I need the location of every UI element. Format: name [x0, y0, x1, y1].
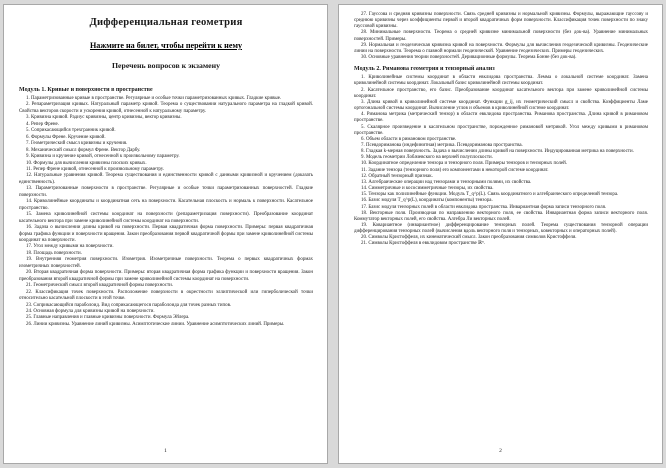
question-item: 11. Репер Френе кривой, отнесенной к произвольному параметру.: [26, 166, 164, 172]
question-item: 1. Параметризованные кривые в пространстве. Регулярные и особые точки параметризованных кривых. Гладкие кривые.: [26, 96, 282, 101]
question-item: 14. Симметричные и кососимметричные тензоры, их свойства.: [361, 186, 494, 192]
question-item: 4. Риманова метрика (метрический тензор) в области евклидова пространства. Риманова пространства. Длина кривой в римановом пространстве.: [354, 112, 648, 124]
question-item: 21. Геометрический смысл второй квадратичной формы поверхности.: [26, 283, 174, 289]
question-item: 13. Параметризованные поверхности в пространстве. Регулярные и особые точки параметризованных поверхностей. Гладкие поверхности.: [19, 186, 313, 198]
question-item: 20. Вторая квадратичная форма поверхности. Примеры: вторая квадратичная форма графика функции и поверхности вращения. Закон преобразования второй квадратичной формы при замене криволинейной системы координат на поверхности.: [19, 270, 313, 282]
question-item: 12. Обратный тензорный признак.: [361, 173, 433, 179]
page-number: 1: [164, 448, 167, 454]
question-item: 27. Гауссова и средняя кривизны поверхности. Связь средней кривизны и нормальной кривизны. Формулы, выражающие гауссову и среднюю кривизны через коэффициенты первой и второй квадратичных форм поверхности. Классификация точек поверхности по знаку гауссовой кривизны.: [354, 12, 648, 30]
page-number: 2: [499, 448, 502, 454]
question-item: 25. Главные направления и главные кривизны поверхности. Формула Эйлера.: [26, 315, 190, 321]
question-item: 10. Координатное определение тензора и тензорного поля. Примеры тензоров и тензорных полей.: [361, 161, 568, 167]
question-item: 23. Соприкасающийся параболоид. Вид соприкасающегося параболоида для точек разных типов.: [26, 302, 232, 308]
question-item: 24. Основная формула для кривизны кривой на поверхности.: [26, 308, 155, 314]
question-item: 14. Криволинейные координаты и координатная сеть на поверхности. Касательная плоскость и нормаль к поверхности. Касательное пространство.: [19, 199, 313, 211]
document-page-2: [338, 4, 663, 464]
question-item: 2. Репараметризация кривых. Натуральный параметр кривой. Теорема о существовании натурального параметра на гладкой кривой. Свойства векторов скорости и ускорения кривой, отнесенной к натуральному параметру.: [19, 102, 313, 114]
question-item: 17. Базис модуля тензорных полей в области евклидова пространства. Инвариантная форма записи тензорного поля.: [361, 204, 607, 210]
question-item: 8. Гладкая k-мерная поверхность. Задача о вычислении длины кривой на поверхности. Индуцированная метрика на поверхности.: [361, 149, 634, 155]
question-item: 17. Угол между кривыми на поверхности.: [26, 244, 114, 250]
question-item: 21. Символы Кристоффеля в евклидовом пространстве ℝⁿ.: [361, 241, 485, 247]
question-item: 20. Символы Кристоффеля, их кинематический смысл. Закон преобразования символов Кристоффеля.: [361, 235, 577, 241]
question-item: 3. Длина кривой в криволинейной системе координат. Функции g_ij, их геометрический смысл и свойства. Коэффициенты Ламе ортогональной системы координат. Вычисление углов и объемов в криволинейной системе координат.: [354, 99, 648, 112]
module-2-heading: Модуль 2. Риманова геометрия и тензорный анализ: [354, 66, 495, 73]
question-item: 2. Касательное пространство, его базис. Преобразование координат касательного вектора при замене криволинейной системы координат.: [354, 87, 648, 99]
question-item: 7. Геометрический смысл кривизны и кручения.: [26, 141, 128, 147]
question-item: 1. Криволинейные системы координат в области евклидова пространства. Лемма о локальной системе координат. Замена криволинейной системы координат. Локальный базис криволинейной системы координат.: [354, 75, 648, 87]
question-item: 22. Классификация точек поверхности. Расположение поверхности в окрестности эллиптической или гиперболической точки относительно касательной плоскости в этой точке.: [19, 289, 313, 302]
question-item: 3. Кривизна кривой. Радиус кривизны, центр кривизны, вектор кривизны.: [26, 115, 182, 121]
document-subtitle: Перечень вопросов к экзамену: [111, 61, 221, 70]
question-item: 7. Псевдориманова (индефинитная) метрика. Псевдориманова пространства.: [361, 142, 523, 148]
question-item: 12. Натуральные уравнения кривой. Теорема существования и единственности кривой с данными кривизной и кручением (доказать единственность).: [19, 173, 313, 185]
question-item: 18. Площадь поверхности.: [26, 250, 82, 256]
question-item: 9. Модель геометрии Лобачевского на верхней полуплоскости.: [361, 155, 493, 161]
question-item: 29. Нормальная и геодезическая кривизна кривой на поверхности. Формулы для вычисления геодезической кривизны. Геодезические линии на поверхности. Теорема о главной нормали геодезической. Уравнение геодезических. Примеры геодезических.: [354, 42, 648, 54]
question-item: 10. Формулы для вычисления кривизны плоских кривых.: [26, 160, 147, 166]
question-item: 26. Линии кривизны. Уравнение линий кривизны. Асимптотические линии. Уравнение асимптотических линий. Примеры.: [26, 321, 285, 327]
question-item: 6. Объем области в римановом пространстве.: [361, 136, 457, 142]
document-page-1: [3, 4, 328, 464]
question-item: 8. Механический смысл формул Френе. Вектор Дарбу.: [26, 147, 141, 153]
ticket-link[interactable]: Нажмите на билет, чтобы перейти к нему: [89, 41, 243, 50]
question-item: 9. Кривизна и кручение кривой, отнесенной к произвольному параметру.: [26, 154, 180, 160]
document-title: Дифференциальная геометрия: [89, 17, 243, 28]
question-item: 5. Соприкасающийся трехгранник кривой.: [26, 128, 116, 134]
question-item: 16. Задача о вычислении длины кривой на поверхности. Первая квадратичная форма поверхности. Примеры: первая квадратичная форма графика функции и поверхности вращения. Закон преобразования первой квадратичной формы при замене криволинейной системы координат на поверхности.: [19, 225, 313, 243]
question-item: 18. Векторные поля. Производная по направлению векторного поля, ее свойства. Инвариантная форма записи векторного поля. Коммутатор векторных полей, его свойства. Алгебра Ли векторных полей.: [354, 210, 648, 222]
question-item: 19. Внутренняя геометрия поверхности. Изометрия. Изометричные поверхности. Теорема о первых квадратичных формах изометричных поверхностей.: [19, 257, 313, 269]
question-item: 4. Репер Френе.: [26, 121, 59, 127]
module-1-question-list: [19, 96, 313, 328]
question-item: 13. Алгебраические операции над тензорами и тензорными полями, их свойства.: [361, 179, 532, 185]
module-2-question-list: [354, 75, 648, 247]
question-item: 19. Ковариантное (инвариантное) дифференцирование тензорных полей. Теорема существования тензорной операции дифференцирования тензорных полей (вычисления вдоль векторного поля и тензорных, ковекторных и операторных полей).: [354, 223, 648, 235]
question-item: 15. Замена криволинейной системы координат на поверхности (репараметризация поверхности). Преобразование координат касательного вектора при замене криволинейной системы координат на поверхности.: [19, 212, 313, 224]
question-item: 15. Тензоры как полилинейные функции. Модуль T_q^p(L). Связь координатного и алгебраического определений тензора.: [361, 192, 619, 198]
question-item: 11. Задание тензора (тензорного поля) его компонентами в некоторой системе координат.: [361, 167, 549, 173]
question-item: 16. Базис модуля T_q^p(L), координаты (компоненты) тензора.: [361, 198, 493, 204]
question-item: 6. Формулы Френе. Кручение кривой.: [26, 134, 106, 140]
question-item: 28. Минимальные поверхности. Теорема о средней кривизне минимальной поверхности (без док-ва). Уравнение минимальных поверхностей. Примеры.: [354, 30, 648, 42]
question-item: 5. Скалярное произведение в касательном пространстве, порожденное римановой метрикой. Угол между кривыми в римановом пространстве.: [354, 124, 648, 136]
question-item: 30. Основные уравнения теории поверхностей. Деривационные формулы. Теорема Бонне (без док-ва).: [361, 55, 577, 61]
module-1-heading: Модуль 1. Кривые и поверхности в пространстве: [19, 87, 153, 93]
module-1-question-list-continued: [354, 12, 648, 61]
